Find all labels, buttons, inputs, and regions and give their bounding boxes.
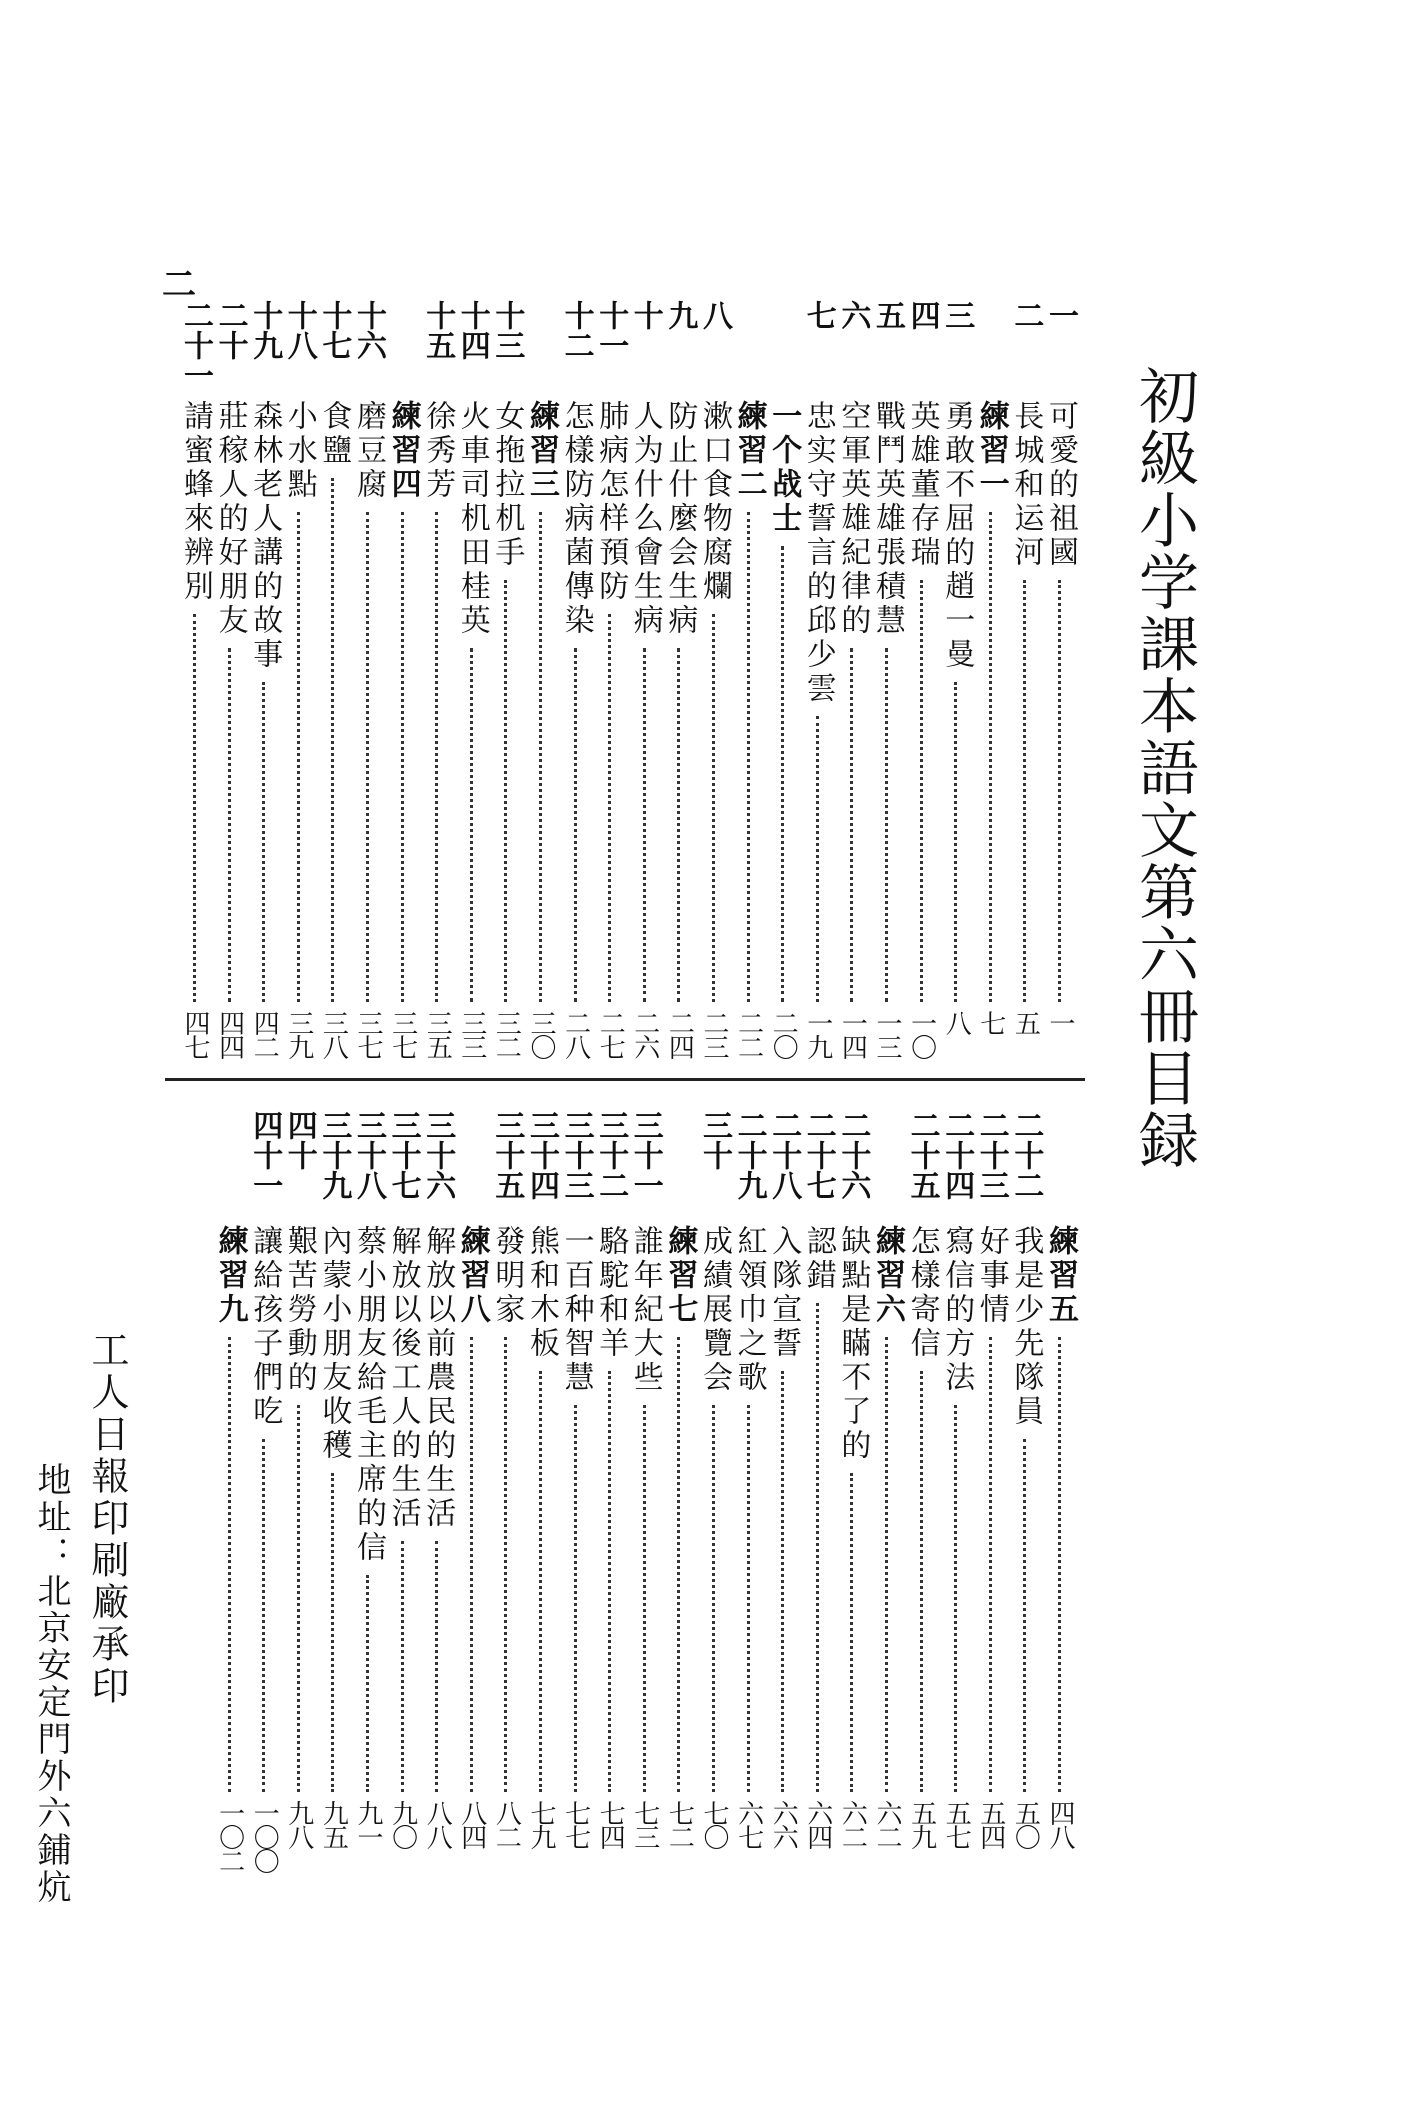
lesson-title: 認錯 (800, 1225, 836, 1293)
leader-dots (401, 1541, 404, 1792)
leader-dots (608, 614, 611, 1002)
toc-entry[interactable] (524, 1110, 558, 1880)
leader-dots (470, 1337, 473, 1792)
leader-dots (504, 1337, 507, 1792)
lesson-number: 二十八 (766, 1110, 802, 1200)
leader-dots (989, 512, 992, 1002)
exercise-label: 練習六 (870, 1225, 905, 1327)
toc-entry[interactable] (1008, 300, 1042, 1090)
lesson-title: 漱口食物腐爛 (697, 400, 732, 604)
lesson-title: 忠实守誓言的邱少雲 (800, 400, 836, 706)
page-number: 二 (162, 265, 196, 305)
page-number-ref: 七 (975, 1010, 1006, 1034)
lesson-number: 三十一 (627, 1110, 663, 1200)
lesson-title: 誰年紀大些 (627, 1225, 663, 1395)
page-number-ref: 三三 (456, 1010, 487, 1058)
lesson-title: 內蒙小朋友收穫 (316, 1225, 352, 1463)
toc-entry[interactable] (939, 1110, 973, 1880)
lesson-number: 二十 (212, 300, 248, 360)
toc-entry[interactable] (1008, 1110, 1042, 1880)
toc-entry[interactable] (974, 1110, 1008, 1880)
toc-entry[interactable] (351, 300, 385, 1090)
leader-dots (262, 682, 265, 1002)
leader-dots (435, 1541, 438, 1792)
toc-entry[interactable] (213, 300, 247, 1090)
toc-entry[interactable] (766, 300, 800, 1090)
toc-entry[interactable] (835, 300, 869, 1090)
leader-dots (504, 580, 507, 1002)
leader-dots (781, 546, 784, 1002)
page-number-ref: 一〇〇 (249, 1800, 280, 1872)
page-number-ref: 七〇 (699, 1800, 729, 1848)
leader-dots (643, 1405, 646, 1792)
page-number-ref: 八四 (456, 1800, 487, 1848)
toc-entry[interactable] (282, 300, 316, 1090)
toc-entry[interactable] (732, 1110, 766, 1880)
leader-dots (228, 648, 231, 1002)
leader-dots (297, 1405, 300, 1792)
lesson-title: 艱苦勞動的 (281, 1225, 317, 1395)
leader-dots (1058, 580, 1061, 1002)
page-number-ref: 五 (1010, 1010, 1041, 1034)
lesson-title: 肺病怎样預防 (593, 400, 629, 604)
page-number-ref: 三九 (283, 1010, 314, 1058)
toc-entry[interactable] (628, 1110, 662, 1880)
leader-dots (816, 716, 819, 1002)
lesson-number: 十一 (593, 300, 629, 360)
lesson-title: 食鹽 (316, 400, 352, 468)
lesson-title: 戰鬥英雄張積慧 (870, 400, 905, 638)
lesson-number: 十七 (316, 300, 352, 360)
lesson-number: 十六 (351, 300, 386, 360)
page-number-ref: 三二 (491, 1010, 522, 1058)
leader-dots (850, 1473, 853, 1792)
page-number-ref: 六二 (837, 1800, 868, 1848)
lesson-number: 三十四 (524, 1110, 559, 1200)
page-number-ref: 六六 (768, 1800, 799, 1848)
leader-dots (816, 1303, 819, 1792)
page-number-ref: 四七 (180, 1010, 210, 1058)
lesson-title: 女拖拉机手 (489, 400, 525, 570)
toc-entry[interactable] (213, 1110, 247, 1880)
page-number-ref: 八 (941, 1010, 972, 1034)
toc-entry[interactable] (870, 1110, 904, 1880)
lesson-title: 人为什么會生病 (627, 400, 663, 638)
leader-dots (574, 1405, 577, 1792)
lesson-title: 可愛的祖國 (1043, 400, 1078, 570)
lesson-title: 請蜜蜂來辨別 (178, 400, 213, 604)
lesson-number: 六 (835, 300, 871, 330)
toc-entry[interactable] (247, 300, 281, 1090)
toc-entry[interactable] (282, 1110, 316, 1880)
page-number-ref: 一九 (802, 1010, 833, 1058)
lesson-number: 三十七 (385, 1110, 421, 1200)
lesson-number: 四十 (281, 1110, 317, 1170)
lesson-number: 五 (870, 300, 905, 330)
exercise-label: 練習九 (212, 1225, 248, 1327)
toc-entry[interactable] (662, 300, 696, 1090)
lesson-title: 解放以前農民的生活 (420, 1225, 456, 1531)
lesson-number: 二十五 (904, 1110, 940, 1200)
lesson-number: 二十六 (835, 1110, 871, 1200)
page-number-ref: 二〇 (768, 1010, 799, 1058)
toc-entry[interactable] (835, 1110, 869, 1880)
exercise-label: 練習四 (385, 400, 421, 502)
leader-dots (574, 648, 577, 1002)
leader-dots (366, 512, 369, 1002)
toc-entry[interactable] (593, 1110, 627, 1880)
lesson-number: 七 (800, 300, 836, 330)
leader-dots (539, 1371, 542, 1792)
leader-dots (262, 1439, 265, 1792)
lesson-number: 九 (662, 300, 698, 330)
page-number-ref: 一〇 (906, 1010, 937, 1058)
leader-dots (539, 512, 542, 1002)
lesson-number: 一 (1043, 300, 1078, 330)
page-number-ref: 二四 (664, 1010, 695, 1058)
leader-dots (470, 648, 473, 1002)
page-number-ref: 七七 (560, 1800, 591, 1848)
page-number-ref: 三七 (353, 1010, 383, 1058)
lesson-number: 三十六 (420, 1110, 456, 1200)
lesson-title: 勇敢不屈的趙一曼 (939, 400, 975, 672)
printer-credit: 工人日報印刷廠承印 (85, 1330, 129, 1708)
leader-dots (677, 1337, 680, 1792)
leader-dots (401, 512, 404, 1002)
lesson-number: 二十九 (731, 1110, 767, 1200)
toc-entry[interactable] (974, 300, 1008, 1090)
exercise-label: 練習五 (1043, 1225, 1078, 1327)
lesson-title: 入隊宣誓 (766, 1225, 802, 1361)
lesson-title: 一百种智慧 (558, 1225, 594, 1395)
page-number-ref: 九一 (353, 1800, 383, 1848)
page-number-ref: 七四 (595, 1800, 626, 1848)
toc-entry[interactable] (524, 300, 558, 1090)
lesson-title: 小水點 (281, 400, 317, 502)
leader-dots (193, 614, 196, 1002)
lesson-title: 防止什麼会生病 (662, 400, 698, 638)
page-number-ref: 三七 (387, 1010, 418, 1058)
lesson-number: 三十八 (351, 1110, 386, 1200)
toc-entry[interactable] (559, 1110, 593, 1880)
lesson-title: 缺點是瞞不了的 (835, 1225, 871, 1463)
leader-dots (954, 682, 957, 1002)
leader-dots (1023, 1439, 1026, 1792)
page-number-ref: 七三 (629, 1800, 660, 1848)
lesson-title: 長城和运河 (1008, 400, 1044, 570)
lesson-title: 怎樣寄信 (904, 1225, 940, 1361)
lesson-number: 三十 (697, 1110, 732, 1170)
lesson-title: 紅領巾之歌 (731, 1225, 767, 1395)
toc-entry[interactable] (628, 300, 662, 1090)
toc-entry[interactable] (905, 1110, 939, 1880)
page-number-ref: 二八 (560, 1010, 591, 1058)
leader-dots (920, 580, 923, 1002)
toc-entry[interactable] (178, 300, 212, 1090)
lesson-number: 二十三 (973, 1110, 1009, 1200)
toc-entry[interactable] (316, 1110, 350, 1880)
leader-dots (228, 1337, 231, 1792)
lesson-title: 我是少先隊員 (1008, 1225, 1044, 1429)
page-number-ref: 九〇 (387, 1800, 418, 1848)
toc-entry[interactable] (386, 300, 420, 1090)
toc-entry[interactable] (420, 1110, 454, 1880)
lesson-number: 三十二 (593, 1110, 629, 1200)
leader-dots (297, 512, 300, 1002)
lesson-title: 磨豆腐 (351, 400, 386, 502)
toc-entry[interactable] (559, 300, 593, 1090)
page-number-ref: 一四 (837, 1010, 868, 1058)
page-number-ref: 五九 (906, 1800, 937, 1848)
toc-entry[interactable] (766, 1110, 800, 1880)
page-number-ref: 五四 (975, 1800, 1006, 1848)
lesson-title: 莊稼人的好朋友 (212, 400, 248, 638)
leader-dots (1023, 580, 1026, 1002)
page-number-ref: 一 (1045, 1010, 1075, 1034)
page-number-ref: 二二 (733, 1010, 764, 1058)
page-number-ref: 四四 (214, 1010, 245, 1058)
page-number-ref: 七二 (664, 1800, 695, 1848)
toc-entry[interactable] (386, 1110, 420, 1880)
page-number-ref: 一三 (872, 1010, 902, 1058)
lesson-title: 空軍英雄紀律的 (835, 400, 871, 638)
toc-entry[interactable] (351, 1110, 385, 1880)
page-number-ref: 九八 (283, 1800, 314, 1848)
lesson-title: 怎樣防病菌傳染 (558, 400, 594, 638)
leader-dots (331, 478, 334, 1002)
exercise-label: 練習八 (454, 1225, 490, 1327)
page-number-ref: 六七 (733, 1800, 764, 1848)
lesson-title: 寫信的方法 (939, 1225, 975, 1395)
lesson-title: 火車司机田桂英 (454, 400, 490, 638)
leader-dots (989, 1337, 992, 1792)
lesson-number: 二 (1008, 300, 1044, 330)
toc-entry[interactable] (247, 1110, 281, 1880)
page-number-ref: 二七 (595, 1010, 626, 1058)
lesson-number: 三十三 (558, 1110, 594, 1200)
lesson-number: 四 (904, 300, 940, 330)
page-number-ref: 二六 (629, 1010, 660, 1058)
page-number-ref: 五七 (941, 1800, 972, 1848)
toc-entry[interactable] (662, 1110, 696, 1880)
page-number-ref: 六二 (872, 1800, 902, 1848)
toc-entry[interactable] (697, 300, 731, 1090)
exercise-label: 練習一 (973, 400, 1009, 502)
toc-entry[interactable] (316, 300, 350, 1090)
exercise-label: 練習三 (524, 400, 559, 502)
page-title: 初級小学課本語文第六冊目録 (1129, 365, 1199, 1171)
lesson-number: 四十一 (247, 1110, 283, 1200)
leader-dots (331, 1473, 334, 1792)
leader-dots (954, 1405, 957, 1792)
lesson-title: 讓給孩子們吃 (247, 1225, 283, 1429)
lesson-number: 八 (697, 300, 732, 330)
lesson-number: 十三 (489, 300, 525, 360)
leader-dots (712, 614, 715, 1002)
toc-entry[interactable] (489, 300, 523, 1090)
toc-entry[interactable] (870, 300, 904, 1090)
page-number-ref: 四二 (249, 1010, 280, 1058)
lesson-title: 英雄董存瑞 (904, 400, 940, 570)
lesson-number: 十九 (247, 300, 283, 360)
leader-dots (885, 648, 888, 1002)
lesson-number: 三十五 (489, 1110, 525, 1200)
leader-dots (677, 648, 680, 1002)
exercise-label: 練習七 (662, 1225, 698, 1327)
lesson-title: 發明家 (489, 1225, 525, 1327)
lesson-title: 駱駝和羊 (593, 1225, 629, 1361)
printer-address: 地址：北京安定門外六鋪炕 (31, 1462, 71, 1906)
toc-entry[interactable] (1043, 1110, 1077, 1880)
toc-entry[interactable] (939, 300, 973, 1090)
page-number-ref: 三五 (422, 1010, 453, 1058)
lesson-number: 十八 (281, 300, 317, 360)
lesson-number: 三十九 (316, 1110, 352, 1200)
toc-entry[interactable] (801, 300, 835, 1090)
lesson-number: 二十四 (939, 1110, 975, 1200)
leader-dots (747, 1405, 750, 1792)
leader-dots (781, 1371, 784, 1792)
page-number-ref: 八八 (422, 1800, 453, 1848)
lesson-title: 徐秀芳 (420, 400, 456, 502)
leader-dots (1058, 1337, 1061, 1792)
exercise-label: 練習二 (731, 400, 767, 502)
lesson-number: 十四 (454, 300, 490, 360)
lesson-title: 蔡小朋友給毛主席的信 (351, 1225, 386, 1565)
toc-entry[interactable] (1043, 300, 1077, 1090)
toc-entry[interactable] (732, 300, 766, 1090)
toc-entry[interactable] (697, 1110, 731, 1880)
lesson-title: 森林老人講的故事 (247, 400, 283, 672)
toc-entry[interactable] (489, 1110, 523, 1880)
lesson-number: 二十一 (178, 300, 213, 390)
toc-entry[interactable] (593, 300, 627, 1090)
page-number-ref: 六四 (802, 1800, 833, 1848)
page-number-ref: 三八 (318, 1010, 349, 1058)
page-number-ref: 三〇 (526, 1010, 556, 1058)
lesson-number: 二十二 (1008, 1110, 1044, 1200)
lesson-title: 熊和木板 (524, 1225, 559, 1361)
lesson-number: 三 (939, 300, 975, 330)
toc-entry[interactable] (905, 300, 939, 1090)
lesson-title: 成績展覽会 (697, 1225, 732, 1395)
page-number-ref: 二三 (699, 1010, 729, 1058)
toc-entry[interactable] (455, 300, 489, 1090)
toc-entry[interactable] (455, 1110, 489, 1880)
leader-dots (435, 512, 438, 1002)
lesson-number: 十二 (558, 300, 594, 360)
lesson-title: 解放以後工人的生活 (385, 1225, 421, 1531)
page-number-ref: 九五 (318, 1800, 349, 1848)
page-number-ref: 五〇 (1010, 1800, 1041, 1848)
lesson-number: 二十七 (800, 1110, 836, 1200)
leader-dots (850, 648, 853, 1002)
page-number-ref: 七九 (526, 1800, 556, 1848)
leader-dots (712, 1405, 715, 1792)
lesson-number: 十五 (420, 300, 456, 360)
lesson-number: 十 (627, 300, 663, 330)
page-number-ref: 一〇二 (214, 1800, 245, 1872)
toc-entry[interactable] (801, 1110, 835, 1880)
page-number-ref: 八二 (491, 1800, 522, 1848)
toc-entry[interactable] (420, 300, 454, 1090)
leader-dots (643, 648, 646, 1002)
leader-dots (747, 512, 750, 1002)
page-number-ref: 四八 (1045, 1800, 1075, 1848)
lesson-title: 好事情 (973, 1225, 1009, 1327)
leader-dots (920, 1371, 923, 1792)
leader-dots (608, 1371, 611, 1792)
exercise-label: 一个战士 (766, 400, 802, 536)
leader-dots (885, 1337, 888, 1792)
leader-dots (366, 1575, 369, 1792)
